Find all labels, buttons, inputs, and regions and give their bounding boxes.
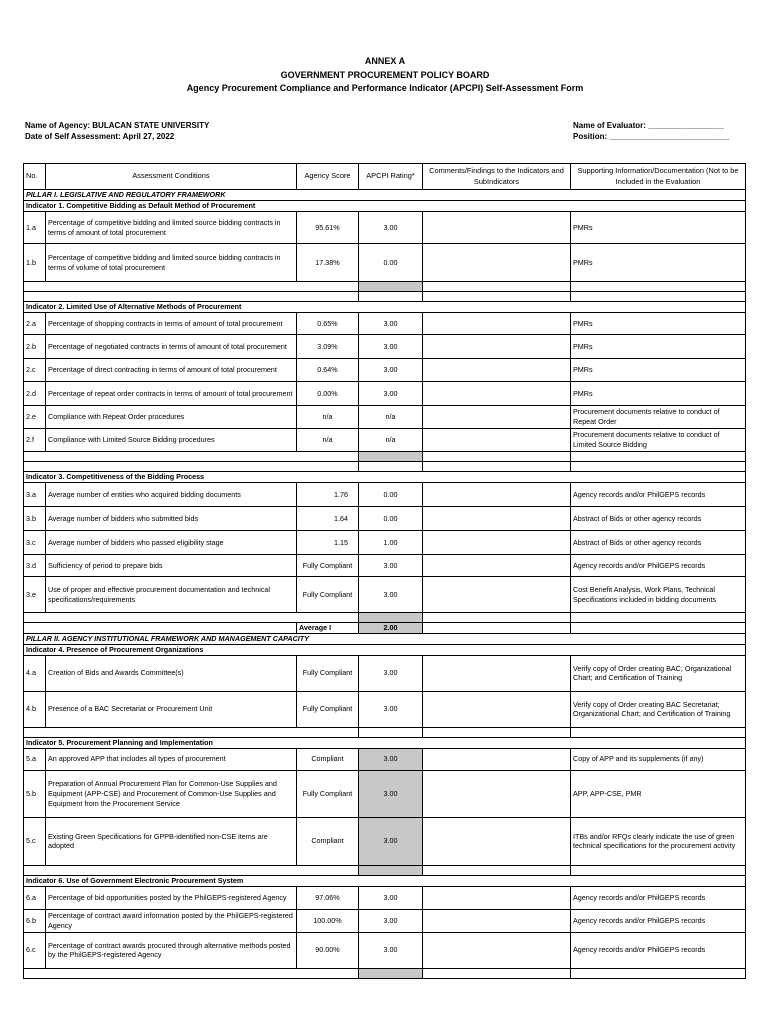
spacer-cell bbox=[423, 282, 571, 292]
row-number: 3.e bbox=[24, 577, 46, 613]
assessment-condition: Percentage of direct contracting in terms of amount of total procurement bbox=[46, 359, 297, 382]
row-number: 2.c bbox=[24, 359, 46, 382]
header-row bbox=[24, 164, 746, 190]
assessment-date: Date of Self Assessment: April 27, 2022 bbox=[25, 132, 175, 141]
apcpi-rating: 0.00 bbox=[359, 483, 423, 507]
row-number: 1.b bbox=[24, 244, 46, 282]
comments-cell bbox=[423, 817, 571, 865]
apcpi-rating: 3.00 bbox=[359, 212, 423, 244]
row-number: 6.a bbox=[24, 886, 46, 909]
assessment-condition: Percentage of competitive bidding and limited source bidding contracts in terms of volume of total procurement bbox=[46, 244, 297, 282]
assessment-table bbox=[23, 163, 746, 979]
apcpi-rating: 1.00 bbox=[359, 531, 423, 555]
indicator-heading: Indicator 4. Presence of Procurement Organizations bbox=[24, 644, 746, 655]
row-number: 2.e bbox=[24, 406, 46, 429]
comments-cell bbox=[423, 359, 571, 382]
agency-score: n/a bbox=[297, 429, 359, 452]
supporting-documentation: Procurement documents relative to conduct of Limited Source Bidding bbox=[571, 429, 746, 452]
table-row bbox=[24, 691, 746, 727]
table-row bbox=[24, 313, 746, 335]
indicator-heading: Indicator 3. Competitiveness of the Bidding Process bbox=[24, 472, 746, 483]
spacer-cell bbox=[571, 292, 746, 302]
row-number: 6.b bbox=[24, 909, 46, 932]
assessment-condition: Percentage of shopping contracts in terms of amount of total procurement bbox=[46, 313, 297, 335]
col-support-header: Supporting Information/Documentation (Not to be Included in the Evaluation bbox=[571, 164, 746, 190]
table-row bbox=[24, 483, 746, 507]
agency-score: 0.65% bbox=[297, 313, 359, 335]
assessment-condition: Percentage of competitive bidding and limited source bidding contracts in terms of amount of total procurement bbox=[46, 212, 297, 244]
supporting-documentation: Abstract of Bids or other agency records bbox=[571, 507, 746, 531]
row-number: 1.a bbox=[24, 212, 46, 244]
pillar-row bbox=[24, 633, 746, 644]
indicator-row bbox=[24, 644, 746, 655]
table-row bbox=[24, 909, 746, 932]
row-number: 2.f bbox=[24, 429, 46, 452]
table-row bbox=[24, 335, 746, 359]
spacer-cell bbox=[24, 292, 359, 302]
supporting-documentation: PMRs bbox=[571, 313, 746, 335]
assessment-condition: Average number of bidders who passed eligibility stage bbox=[46, 531, 297, 555]
apcpi-rating: 3.00 bbox=[359, 932, 423, 968]
apcpi-rating: 0.00 bbox=[359, 507, 423, 531]
indicator-heading: Indicator 5. Procurement Planning and Implementation bbox=[24, 737, 746, 748]
pillar-heading: PILLAR I. LEGISLATIVE AND REGULATORY FRAMEWORK bbox=[24, 190, 746, 201]
indicator-heading: Indicator 1. Competitive Bidding as Default Method of Procurement bbox=[24, 201, 746, 212]
supporting-documentation: Procurement documents relative to conduct of Repeat Order bbox=[571, 406, 746, 429]
apcpi-rating: 3.00 bbox=[359, 335, 423, 359]
apcpi-rating: 3.00 bbox=[359, 886, 423, 909]
table-row bbox=[24, 748, 746, 770]
agency-score: 90.00% bbox=[297, 932, 359, 968]
comments-cell bbox=[423, 555, 571, 577]
comments-cell bbox=[423, 244, 571, 282]
agency-score: 97.06% bbox=[297, 886, 359, 909]
spacer-cell bbox=[423, 292, 571, 302]
supporting-documentation: PMRs bbox=[571, 382, 746, 406]
apcpi-rating: 3.00 bbox=[359, 909, 423, 932]
table-row bbox=[24, 382, 746, 406]
spacer-cell bbox=[423, 727, 571, 737]
table-row bbox=[24, 817, 746, 865]
assessment-condition: Percentage of repeat order contracts in terms of amount of total procurement bbox=[46, 382, 297, 406]
spacer-cell bbox=[571, 613, 746, 623]
pillar-row bbox=[24, 190, 746, 201]
spacer-cell bbox=[571, 968, 746, 978]
comments-cell bbox=[423, 406, 571, 429]
board-name: GOVERNMENT PROCUREMENT POLICY BOARD bbox=[280, 70, 490, 80]
comments-cell bbox=[423, 531, 571, 555]
table-row bbox=[24, 429, 746, 452]
table-row bbox=[24, 577, 746, 613]
assessment-condition: Creation of Bids and Awards Committee(s) bbox=[46, 655, 297, 691]
agency-score: 1.76 bbox=[297, 483, 359, 507]
agency-score: Fully Compliant bbox=[297, 691, 359, 727]
spacer-rating-cell bbox=[359, 292, 423, 302]
spacer-rating-cell bbox=[359, 452, 423, 462]
table-row bbox=[24, 406, 746, 429]
supporting-documentation: PMRs bbox=[571, 244, 746, 282]
assessment-condition: Percentage of bid opportunities posted by the PhilGEPS-registered Agency bbox=[46, 886, 297, 909]
spacer-rating-cell bbox=[359, 613, 423, 623]
row-number: 5.a bbox=[24, 748, 46, 770]
form-title: Agency Procurement Compliance and Performance Indicator (APCPI) Self-Assessment Form bbox=[186, 83, 584, 93]
supporting-documentation: Verify copy of Order creating BAC; Organizational Chart; and Certification of Training bbox=[571, 655, 746, 691]
col-score-header: Agency Score bbox=[297, 164, 359, 190]
spacer-cell bbox=[571, 865, 746, 875]
average-label: Average I bbox=[297, 623, 359, 634]
apcpi-rating: 3.00 bbox=[359, 748, 423, 770]
evaluator-position: Position: ___________________________ bbox=[573, 132, 730, 141]
col-rating-header: APCPI Rating* bbox=[359, 164, 423, 190]
col-conditions-header: Assessment Conditions bbox=[46, 164, 297, 190]
assessment-condition: Preparation of Annual Procurement Plan for Common-Use Supplies and Equipment (APP-CSE) and Procurement of Common-Use Supplies and Equipment from the Procurement Service bbox=[46, 770, 297, 817]
agency-score: n/a bbox=[297, 406, 359, 429]
assessment-condition: An approved APP that includes all types of procurement bbox=[46, 748, 297, 770]
apcpi-rating: n/a bbox=[359, 429, 423, 452]
agency-score: 0.00% bbox=[297, 382, 359, 406]
apcpi-rating: 3.00 bbox=[359, 313, 423, 335]
agency-score: Compliant bbox=[297, 817, 359, 865]
spacer-cell bbox=[423, 865, 571, 875]
agency-score: 1.64 bbox=[297, 507, 359, 531]
table-body bbox=[24, 190, 746, 979]
indicator-row bbox=[24, 302, 746, 313]
row-number: 3.c bbox=[24, 531, 46, 555]
supporting-documentation: APP, APP-CSE, PMR bbox=[571, 770, 746, 817]
comments-cell bbox=[423, 909, 571, 932]
average-spacer bbox=[423, 623, 571, 634]
comments-cell bbox=[423, 655, 571, 691]
comments-cell bbox=[423, 886, 571, 909]
spacer-cell bbox=[423, 968, 571, 978]
comments-cell bbox=[423, 507, 571, 531]
assessment-condition: Use of proper and effective procurement documentation and technical specifications/requirements bbox=[46, 577, 297, 613]
spacer-rating-cell bbox=[359, 282, 423, 292]
row-number: 3.b bbox=[24, 507, 46, 531]
average-row bbox=[24, 623, 746, 634]
spacer-cell bbox=[24, 613, 359, 623]
spacer-rating-cell bbox=[359, 968, 423, 978]
table-row bbox=[24, 655, 746, 691]
supporting-documentation: Verify copy of Order creating BAC Secretariat; Organizational Chart; and Certification of Training bbox=[571, 691, 746, 727]
table-row bbox=[24, 359, 746, 382]
spacer-cell bbox=[24, 968, 359, 978]
spacer-row bbox=[24, 452, 746, 462]
row-number: 4.b bbox=[24, 691, 46, 727]
spacer-cell bbox=[24, 865, 359, 875]
spacer-row bbox=[24, 727, 746, 737]
indicator-heading: Indicator 6. Use of Government Electronic Procurement System bbox=[24, 875, 746, 886]
apcpi-rating: 3.00 bbox=[359, 359, 423, 382]
spacer-cell bbox=[571, 462, 746, 472]
indicator-heading: Indicator 2. Limited Use of Alternative Methods of Procurement bbox=[24, 302, 746, 313]
comments-cell bbox=[423, 483, 571, 507]
table-row bbox=[24, 212, 746, 244]
spacer-cell bbox=[423, 452, 571, 462]
supporting-documentation: Agency records and/or PhilGEPS records bbox=[571, 886, 746, 909]
comments-cell bbox=[423, 335, 571, 359]
assessment-condition: Average number of bidders who submitted bids bbox=[46, 507, 297, 531]
comments-cell bbox=[423, 691, 571, 727]
assessment-condition: Percentage of negotiated contracts in terms of amount of total procurement bbox=[46, 335, 297, 359]
agency-score: Fully Compliant bbox=[297, 655, 359, 691]
comments-cell bbox=[423, 577, 571, 613]
supporting-documentation: Abstract of Bids or other agency records bbox=[571, 531, 746, 555]
spacer-cell bbox=[24, 462, 359, 472]
assessment-condition: Percentage of contract award information posted by the PhilGEPS-registered Agency bbox=[46, 909, 297, 932]
spacer-cell bbox=[24, 727, 359, 737]
agency-name: Name of Agency: BULACAN STATE UNIVERSITY bbox=[25, 121, 210, 130]
assessment-condition: Existing Green Specifications for GPPB-identified non-CSE items are adopted bbox=[46, 817, 297, 865]
spacer-cell bbox=[571, 282, 746, 292]
spacer-row bbox=[24, 292, 746, 302]
average-value: 2.00 bbox=[359, 623, 423, 634]
assessment-condition: Presence of a BAC Secretariat or Procurement Unit bbox=[46, 691, 297, 727]
comments-cell bbox=[423, 212, 571, 244]
spacer-row bbox=[24, 865, 746, 875]
col-comments-header: Comments/Findings to the Indicators and SubIndicators bbox=[423, 164, 571, 190]
table-row bbox=[24, 244, 746, 282]
indicator-row bbox=[24, 737, 746, 748]
col-no-header: No. bbox=[24, 164, 46, 190]
table-row bbox=[24, 531, 746, 555]
assessment-condition: Sufficiency of period to prepare bids bbox=[46, 555, 297, 577]
row-number: 5.c bbox=[24, 817, 46, 865]
comments-cell bbox=[423, 313, 571, 335]
row-number: 2.d bbox=[24, 382, 46, 406]
comments-cell bbox=[423, 770, 571, 817]
spacer-cell bbox=[571, 727, 746, 737]
supporting-documentation: PMRs bbox=[571, 212, 746, 244]
row-number: 5.b bbox=[24, 770, 46, 817]
spacer-cell bbox=[571, 452, 746, 462]
indicator-row bbox=[24, 201, 746, 212]
row-number: 3.a bbox=[24, 483, 46, 507]
supporting-documentation: Cost Benefit Analysis, Work Plans, Technical Specifications included in bidding documents bbox=[571, 577, 746, 613]
supporting-documentation: PMRs bbox=[571, 335, 746, 359]
comments-cell bbox=[423, 429, 571, 452]
apcpi-rating: 3.00 bbox=[359, 382, 423, 406]
apcpi-rating: 3.00 bbox=[359, 555, 423, 577]
spacer-rating-cell bbox=[359, 462, 423, 472]
spacer-cell bbox=[423, 462, 571, 472]
apcpi-rating: 3.00 bbox=[359, 817, 423, 865]
spacer-cell bbox=[423, 613, 571, 623]
annex-label: ANNEX A bbox=[364, 56, 406, 66]
table-row bbox=[24, 886, 746, 909]
supporting-documentation: Agency records and/or PhilGEPS records bbox=[571, 483, 746, 507]
supporting-documentation: Agency records and/or PhilGEPS records bbox=[571, 932, 746, 968]
agency-score: 17.38% bbox=[297, 244, 359, 282]
assessment-condition: Percentage of contract awards procured through alternative methods posted by the PhilGEPS-registered Agency bbox=[46, 932, 297, 968]
spacer-rating-cell bbox=[359, 865, 423, 875]
agency-score: 100.00% bbox=[297, 909, 359, 932]
supporting-documentation: Copy of APP and its supplements (if any) bbox=[571, 748, 746, 770]
agency-score: 0.64% bbox=[297, 359, 359, 382]
average-spacer bbox=[24, 623, 297, 634]
supporting-documentation: PMRs bbox=[571, 359, 746, 382]
assessment-condition: Compliance with Repeat Order procedures bbox=[46, 406, 297, 429]
spacer-row bbox=[24, 613, 746, 623]
table-row bbox=[24, 555, 746, 577]
spacer-row bbox=[24, 968, 746, 978]
agency-score: Fully Compliant bbox=[297, 577, 359, 613]
table-row bbox=[24, 770, 746, 817]
supporting-documentation: ITBs and/or RFQs clearly indicate the use of green technical specifications for the procurement activity bbox=[571, 817, 746, 865]
agency-score: Fully Compliant bbox=[297, 770, 359, 817]
apcpi-rating: 3.00 bbox=[359, 691, 423, 727]
assessment-condition: Average number of entities who acquired bidding documents bbox=[46, 483, 297, 507]
supporting-documentation: Agency records and/or PhilGEPS records bbox=[571, 909, 746, 932]
table-row bbox=[24, 932, 746, 968]
comments-cell bbox=[423, 932, 571, 968]
apcpi-rating: 3.00 bbox=[359, 655, 423, 691]
pillar-heading: PILLAR II. AGENCY INSTITUTIONAL FRAMEWORK AND MANAGEMENT CAPACITY bbox=[24, 633, 746, 644]
row-number: 3.d bbox=[24, 555, 46, 577]
agency-score: 3.09% bbox=[297, 335, 359, 359]
row-number: 4.a bbox=[24, 655, 46, 691]
row-number: 2.a bbox=[24, 313, 46, 335]
table-row bbox=[24, 507, 746, 531]
comments-cell bbox=[423, 748, 571, 770]
average-spacer bbox=[571, 623, 746, 634]
supporting-documentation: Agency records and/or PhilGEPS records bbox=[571, 555, 746, 577]
apcpi-rating: 0.00 bbox=[359, 244, 423, 282]
spacer-cell bbox=[24, 452, 359, 462]
spacer-row bbox=[24, 462, 746, 472]
spacer-rating-cell bbox=[359, 727, 423, 737]
evaluator-name: Name of Evaluator: _________________ bbox=[573, 121, 724, 130]
row-number: 6.c bbox=[24, 932, 46, 968]
apcpi-rating: n/a bbox=[359, 406, 423, 429]
apcpi-rating: 3.00 bbox=[359, 577, 423, 613]
assessment-condition: Compliance with Limited Source Bidding procedures bbox=[46, 429, 297, 452]
spacer-cell bbox=[24, 282, 359, 292]
apcpi-rating: 3.00 bbox=[359, 770, 423, 817]
agency-score: 1.15 bbox=[297, 531, 359, 555]
indicator-row bbox=[24, 875, 746, 886]
agency-score: 95.61% bbox=[297, 212, 359, 244]
comments-cell bbox=[423, 382, 571, 406]
row-number: 2.b bbox=[24, 335, 46, 359]
agency-score: Fully Compliant bbox=[297, 555, 359, 577]
agency-score: Compliant bbox=[297, 748, 359, 770]
spacer-row bbox=[24, 282, 746, 292]
indicator-row bbox=[24, 472, 746, 483]
